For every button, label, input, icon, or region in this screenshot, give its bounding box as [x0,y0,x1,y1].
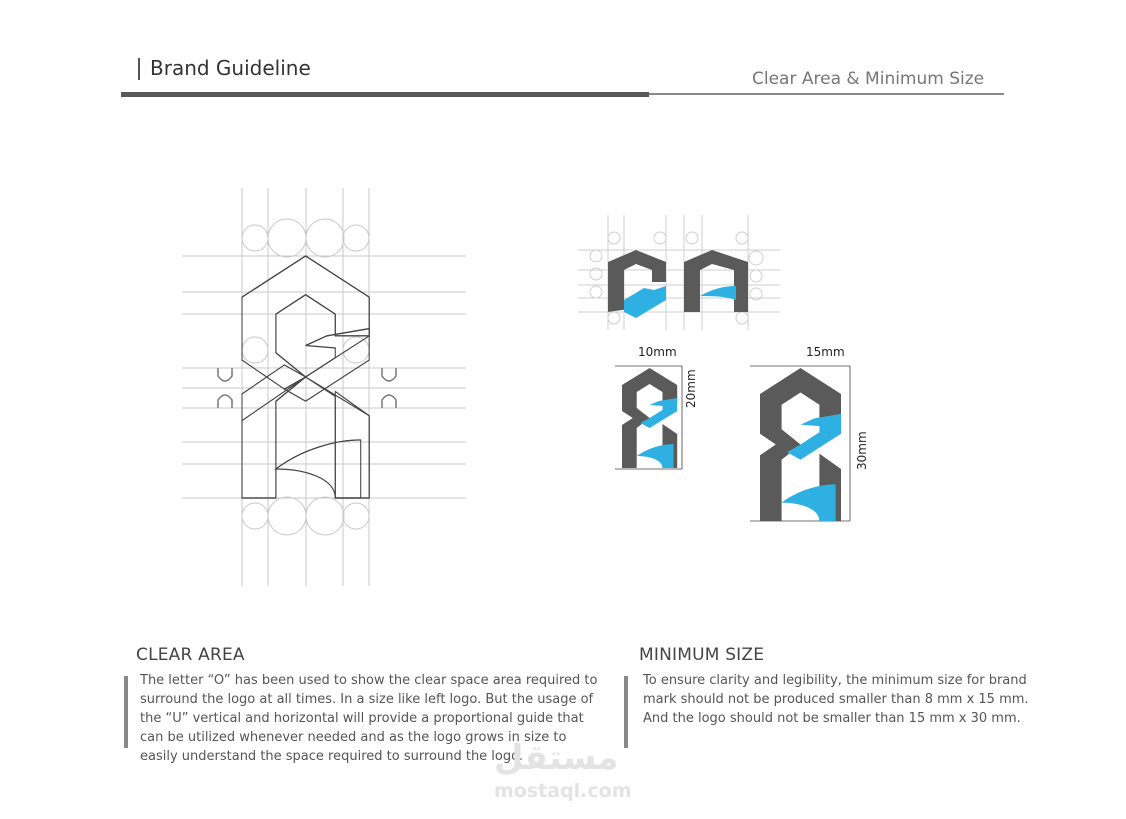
watermark-latin: mostaql.com [494,780,632,802]
clear-area-line: surround the logo at all times. In a size like left logo. But the usage of [140,692,594,707]
watermark-arabic: مستقل [494,738,619,778]
clear-area-line: the “U” vertical and horizontal will provide a proportional guide that [140,711,584,726]
small-width-label: 10mm [638,345,677,359]
minimum-size-line: And the logo should not be smaller than 15 mm x 30 mm. [643,711,1021,726]
large-height-label: 30mm [855,431,869,470]
logo-horizontal [608,250,748,318]
clear-area-line: easily understand the space required to surround the logo. [140,749,523,764]
logo-small [615,366,682,469]
minimum-size-heading: MINIMUM SIZE [639,645,765,665]
minimum-size-line: mark should not be produced smaller than 8 mm x 15 mm. [643,692,1029,707]
large-width-label: 15mm [806,345,845,359]
clear-area-line: can be utilized whenever needed and as the logo grows in size to [140,730,567,745]
logo-large [750,366,850,521]
minimum-size-bar [624,676,628,748]
minimum-size-text [643,671,1043,728]
clear-area-heading: CLEAR AREA [136,645,245,665]
small-height-label: 20mm [684,369,698,408]
page-title: Brand Guideline [150,56,311,80]
minimum-size-line: To ensure clarity and legibility, the minimum size for brand [643,673,1027,688]
page-subtitle: Clear Area & Minimum Size [752,69,985,89]
clear-area-bar [124,676,128,748]
clear-area-line: The letter “O” has been used to show the clear space area required to [140,673,598,688]
